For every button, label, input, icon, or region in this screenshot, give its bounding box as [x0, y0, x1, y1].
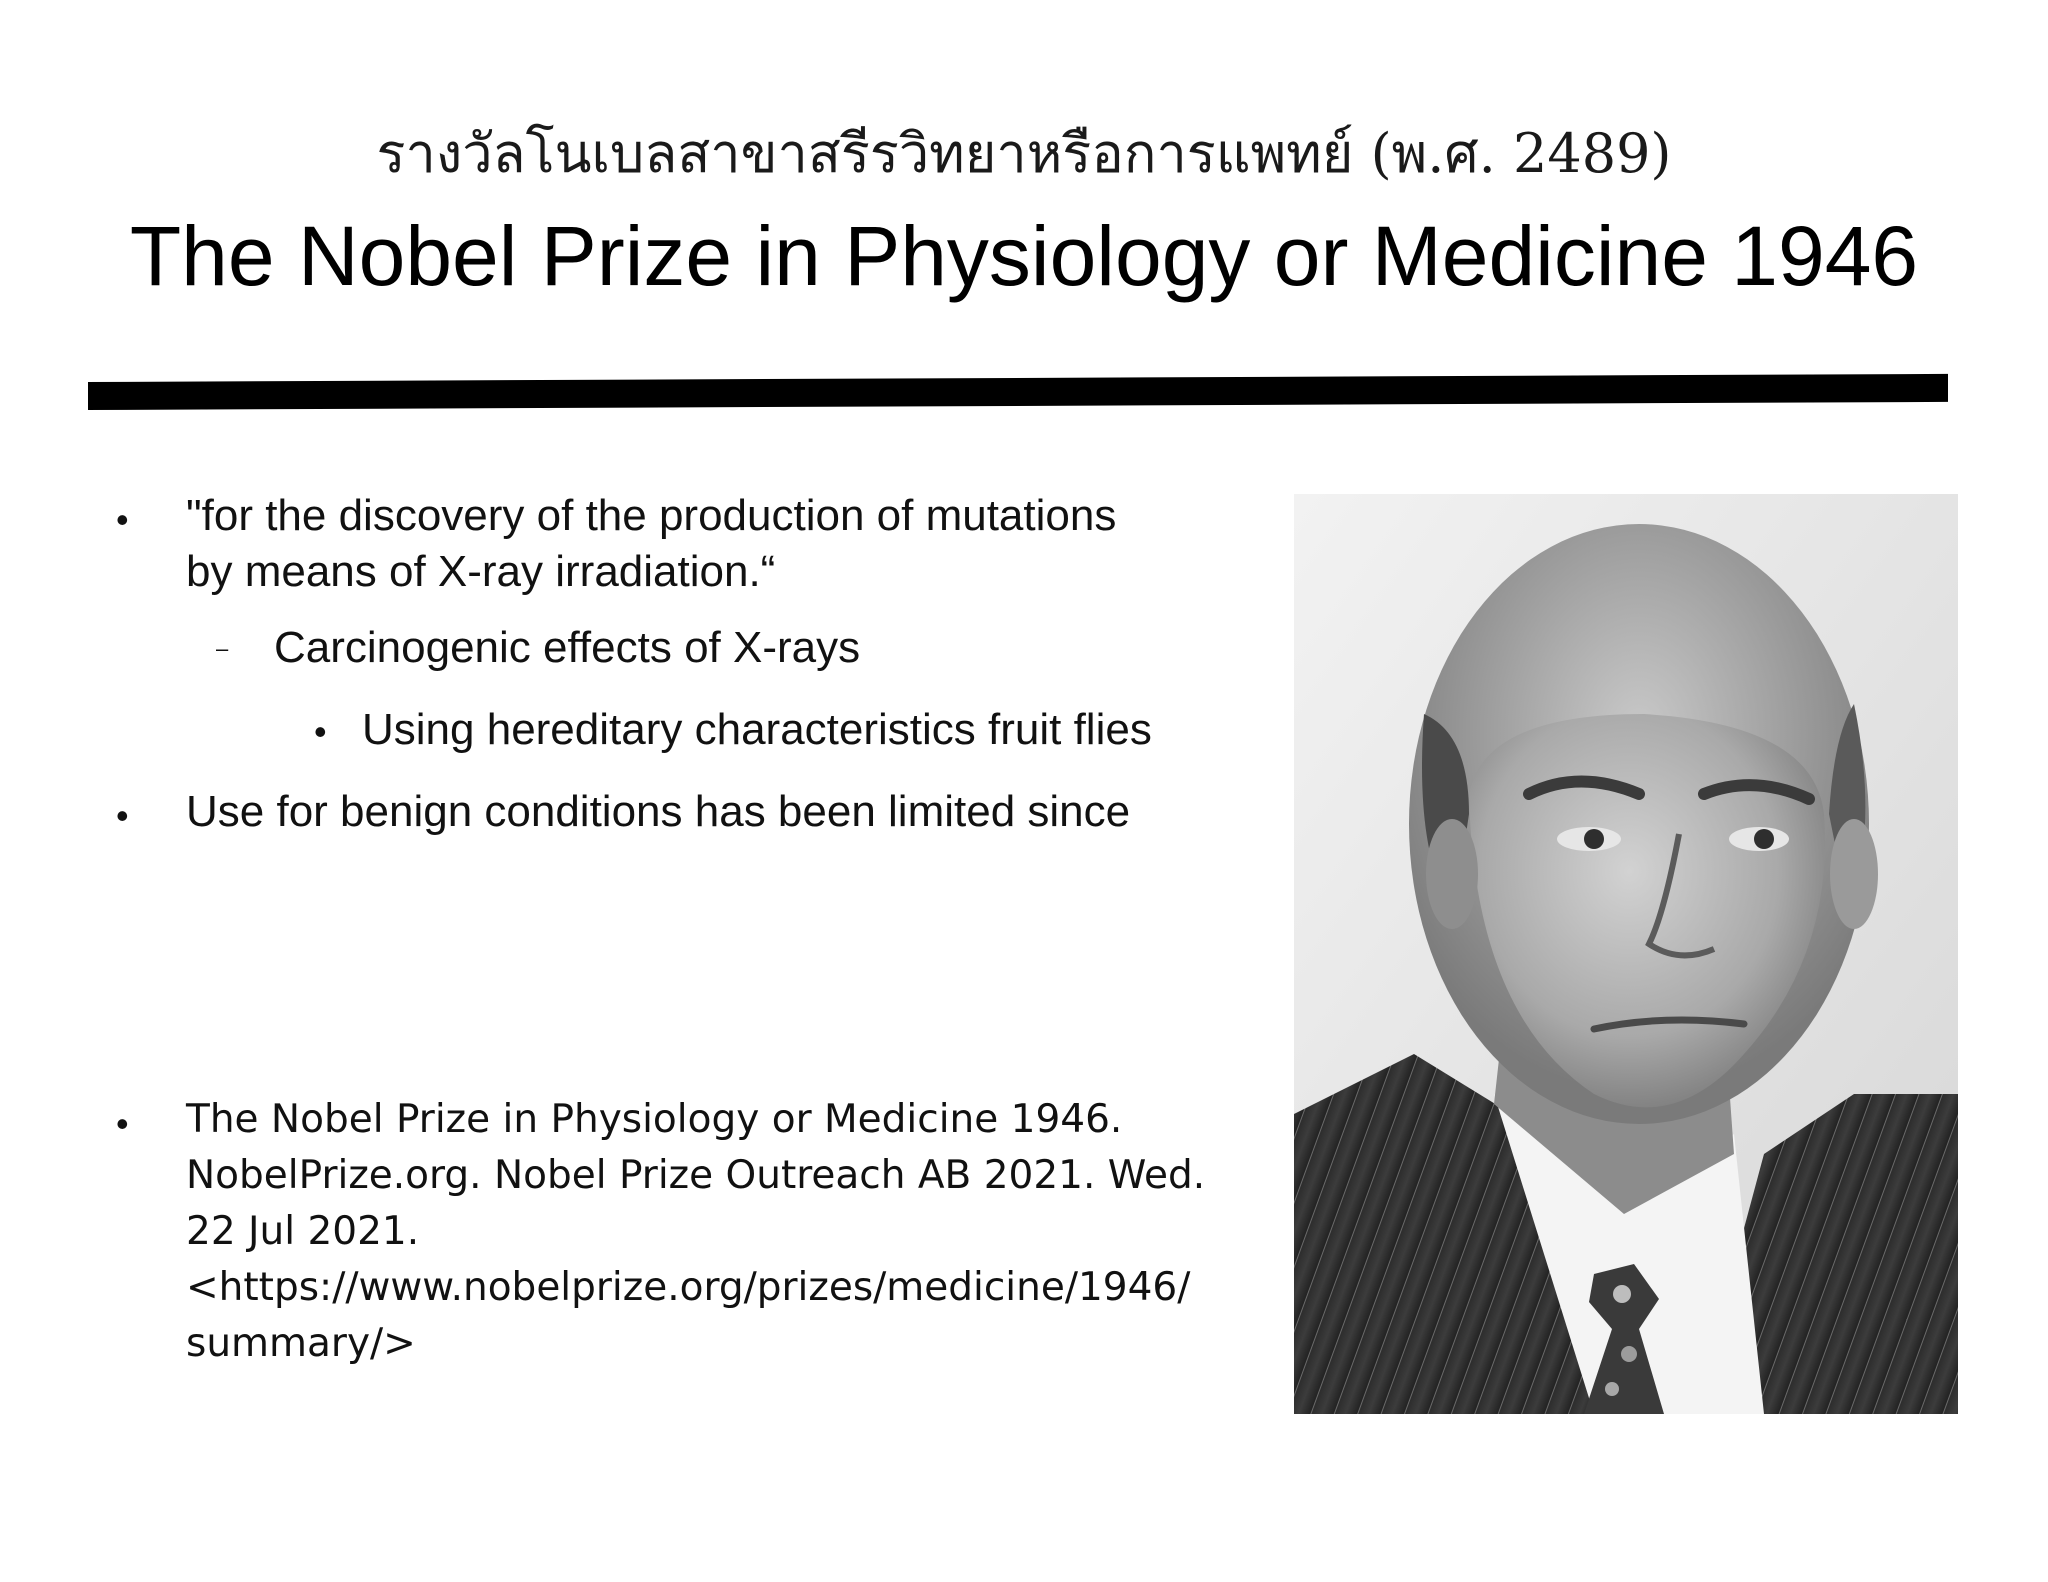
bullet-dot: • [116, 499, 129, 540]
reference-line: 22 Jul 2021. [186, 1209, 420, 1254]
portrait-photo [1294, 494, 1958, 1414]
reference-line: The Nobel Prize in Physiology or Medicine 1946. [186, 1097, 1123, 1142]
bullet-dot: • [116, 1103, 129, 1144]
bullet-dot: • [116, 795, 129, 836]
bullet-text: Use for benign conditions has been limited since [186, 787, 1131, 836]
reference-link[interactable]: <https://www.nobelprize.org/prizes/medicine/1946/ [186, 1265, 1191, 1310]
sub-bullet-text: Carcinogenic effects of X-rays [274, 623, 861, 672]
sub-sub-bullet-text: Using hereditary characteristics fruit flies [362, 705, 1152, 754]
bullet-dot: • [314, 711, 327, 752]
title-divider [88, 374, 1948, 410]
title-thai: รางวัลโนเบลสาขาสรีรวิทยาหรือการแพทย์ (พ.ศ. 2489) [376, 122, 1672, 185]
reference-text [186, 1092, 1286, 1372]
page-title: The Nobel Prize in Physiology or Medicine 1946 [129, 209, 1919, 303]
reference-line: NobelPrize.org. Nobel Prize Outreach AB 2021. Wed. [186, 1153, 1206, 1198]
portrait-illustration [1294, 494, 1958, 1414]
reference-line: summary/> [186, 1321, 416, 1366]
bullet-text-continued: by means of X-ray irradiation.“ [186, 547, 776, 596]
bullet-text: "for the discovery of the production of mutations [186, 491, 1117, 540]
dash-mark: – [216, 636, 229, 661]
